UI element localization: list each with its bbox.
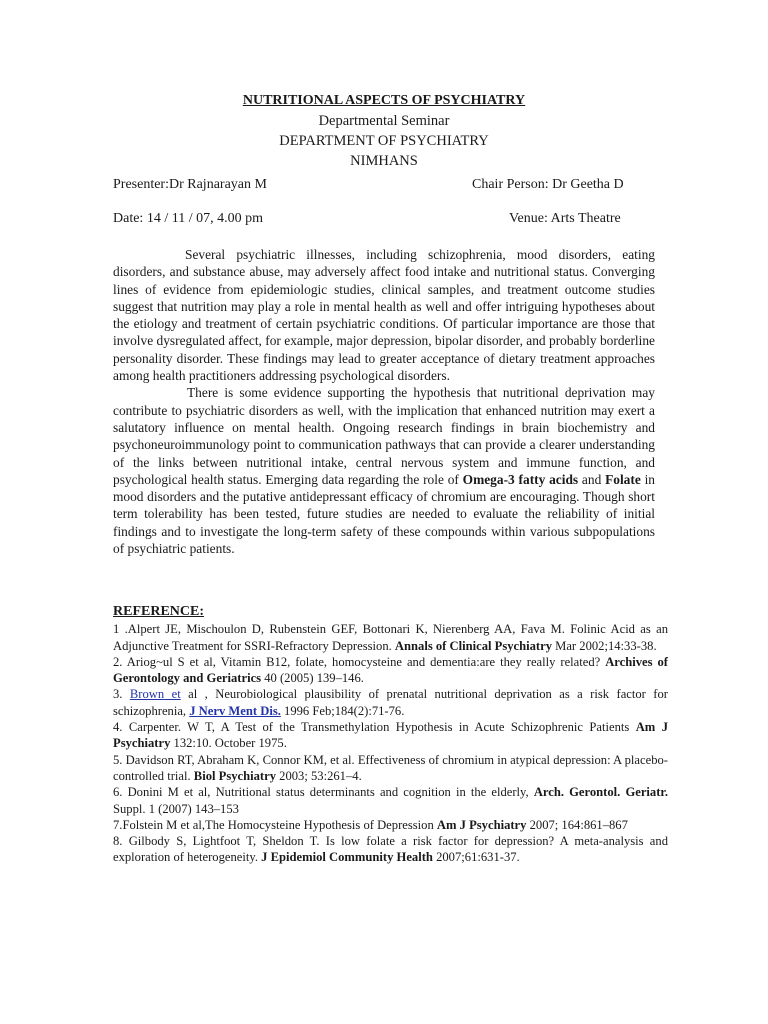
abstract-paragraph-1: Several psychiatric illnesses, including schizophrenia, mood disorders, eating disorders, and substance abuse, may adversely affect food intake and nutritional status. Converging lines of evidence from epidemiologic studies, clinical samples, and treatment outcome studies suggest that nutrition may play a role in mental health as well and offer intriguing hypotheses about the etiology and treatment of certain psychiatric conditions. Of particular importance are those that involve dysregulated affect, for example, major depression, bipolar disorder, and probably borderline personality disorder. These findings may lead to greater acceptance of dietary treatment approaches among health practitioners addressing psychological disorders. [113, 247, 655, 384]
document-title: NUTRITIONAL ASPECTS OF PSYCHIATRY [242, 93, 526, 108]
document-header [0, 91, 768, 171]
highlight-omega3: Omega-3 fatty acids [462, 471, 579, 487]
highlight-folate: Folate [605, 471, 641, 487]
reference-item: 3. Brown et al , Neurobiological plausibility of prenatal nutritional deprivation as a risk factor for schizophrenia, J Nerv Ment Dis. 1996 Feb;184(2):71-76. [113, 687, 668, 718]
reference-list [113, 604, 668, 866]
abstract-paragraph-2: There is some evidence supporting the hypothesis that nutritional deprivation may contribute to psychiatric disorders as well, with the implication that enhanced nutrition may exert a salutatory influence on mental health. Ongoing research findings in brain biochemistry and psychoneuroimmunology point to communication pathways that can provide a clearer understanding of the links between nutritional intake, central nervous system and immune function, and psychological health status. Emerging data regarding the role of Omega-3 fatty acids and Folate in mood disorders and the putative antidepressant efficacy of chromium are encouraging. Though short term tolerability has been tested, future studies are needed to evaluate the reliability of initial findings and to investigate the long-term safety of these compounds within various subpopulations of psychiatric patients. [113, 385, 655, 557]
chair-person: Chair Person: Dr Geetha D [472, 177, 624, 192]
seminar-date: Date: 14 / 11 / 07, 4.00 pm [113, 211, 263, 226]
reference-item: 2. Ariog~ul S et al, Vitamin B12, folate, homocysteine and dementia:are they really related? Archives of Gerontology and Geriatrics 40 (2005) 139–146. [113, 654, 668, 686]
presenter: Presenter:Dr Rajnarayan M [113, 177, 267, 192]
reference-item: 6. Donini M et al, Nutritional status determinants and cognition in the elderly, Arch. Gerontol. Geriatr. Suppl. 1 (2007) 143–153 [113, 785, 668, 816]
journal-link[interactable]: J Nerv Ment Dis. [189, 703, 281, 718]
institution-name: NIMHANS [350, 153, 418, 169]
abstract [113, 246, 655, 557]
reference-item: 4. Carpenter. W T, A Test of the Transmethylation Hypothesis in Acute Schizophrenic Patients Am J Psychiatry 132:10. October 1975. [113, 720, 668, 751]
reference-item: 5. Davidson RT, Abraham K, Connor KM, et al. Effectiveness of chromium in atypical depression: A placebo-controlled trial. Biol Psychiatry 2003; 53:261–4. [113, 752, 668, 783]
reference-heading: REFERENCE: [113, 604, 205, 619]
reference-item: 7.Folstein M et al,The Homocysteine Hypothesis of Depression Am J Psychiatry 2007; 164:861–867 [113, 817, 628, 832]
department-name: DEPARTMENT OF PSYCHIATRY [279, 133, 489, 149]
venue: Venue: Arts Theatre [509, 211, 621, 226]
reference-item: 8. Gilbody S, Lightfoot T, Sheldon T. Is low folate a risk factor for depression? A meta-analysis and exploration of heterogeneity. J Epidemiol Community Health 2007;61:631-37. [113, 834, 668, 865]
author-link[interactable]: Brown et [129, 687, 181, 702]
reference-item: 1 .Alpert JE, Mischoulon D, Rubenstein GEF, Bottonari K, Nierenberg AA, Fava M. Folinic Acid as an Adjunctive Treatment for SSRI-Refractory Depression. Annals of Clinical Psychiatry Mar 2002;14:33-38. [113, 622, 668, 653]
seminar-label: Departmental Seminar [318, 113, 450, 129]
